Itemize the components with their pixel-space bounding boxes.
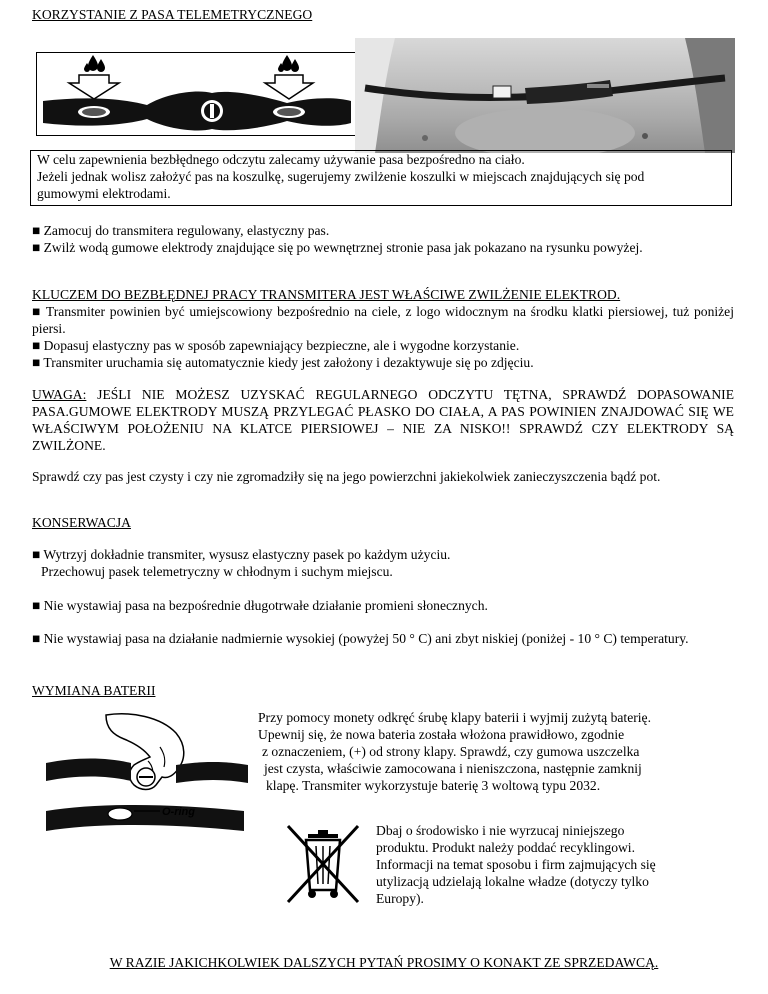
torso-drawing bbox=[355, 38, 735, 153]
list-item: ■ Transmiter powinien być umiejscowiony bezpośrednio na ciele, z logo widocznym na środku klatki piersiowej, tuż poniżej piersi. bbox=[32, 304, 734, 336]
strap-illustration bbox=[36, 52, 356, 136]
list-item: Przechowuj pasek telemetryczny w chłodnym i suchym miejscu. bbox=[41, 564, 393, 579]
chest-strap-photo bbox=[355, 38, 735, 153]
section-heading: KONSERWACJA bbox=[32, 515, 131, 530]
page-title: KORZYSTANIE Z PASA TELEMETRYCZNEGO bbox=[32, 7, 313, 22]
list-item: ■ Nie wystawiaj pasa na działanie nadmiernie wysokiej (powyżej 50 ° C) ani zbyt niskiej (poniżej - 10 ° C) temperatury. bbox=[32, 631, 689, 646]
info-line: gumowymi elektrodami. bbox=[37, 186, 171, 201]
text-line: jest czysta, właściwie zamocowana i nieniszczona, następnie zamknij bbox=[264, 761, 642, 776]
text-line: produktu. Produkt należy poddać recyklingowi. bbox=[376, 840, 635, 855]
text-line: Upewnij się, że nowa bateria została włożona prawidłowo, zgodnie bbox=[258, 727, 625, 742]
down-arrow-icon bbox=[69, 75, 119, 99]
oring-label: O-ring bbox=[162, 806, 195, 818]
maintenance-item bbox=[32, 546, 734, 580]
key-section bbox=[32, 286, 734, 371]
recycling-note bbox=[376, 822, 726, 907]
list-item: ■ Transmiter uruchamia się automatycznie kiedy jest założony i dezaktywuje się po zdjęciu. bbox=[32, 355, 534, 370]
crossed-bin-icon bbox=[278, 820, 368, 908]
list-item: ■ Dopasuj elastyczny pas w sposób zapewniający bezpieczne, ale i wygodne korzystanie. bbox=[32, 338, 520, 353]
steps-list bbox=[32, 222, 734, 256]
battery-illustration bbox=[36, 707, 254, 861]
warning-label: UWAGA: bbox=[32, 387, 87, 402]
text-line: klapę. Transmiter wykorzystuje baterię 3 woltową typu 2032. bbox=[266, 778, 601, 793]
section-heading: WYMIANA BATERII bbox=[32, 683, 156, 698]
text-line: Przy pomocy monety odkręć śrubę klapy baterii i wyjmij zużytą baterię. bbox=[258, 710, 651, 725]
text-line: z oznaczeniem, (+) od strony klapy. Sprawdź, czy gumowa uszczelka bbox=[262, 744, 640, 759]
info-box bbox=[30, 150, 732, 206]
clean-note: Sprawdź czy pas jest czysty i czy nie zgromadziły się na jego powierzchni jakiekolwiek zanieczyszczenia bądź pot. bbox=[32, 469, 661, 484]
section-heading: KLUCZEM DO BEZBŁĘDNEJ PRACY TRANSMITERA JEST WŁAŚCIWE ZWILŻENIE ELEKTROD. bbox=[32, 287, 621, 302]
text-line: Dbaj o środowisko i nie wyrzucaj niniejszego bbox=[376, 823, 625, 838]
strap-drawing bbox=[37, 53, 355, 135]
text-line: Europy). bbox=[376, 891, 424, 906]
warning-text: JEŚLI NIE MOŻESZ UZYSKAĆ REGULARNEGO ODCZYTU TĘTNA, SPRAWDŹ DOPASOWANIE PASA.GUMOWE ELEKTRODY MUSZĄ PRZYLEGAĆ PŁASKO DO CIAŁA, A PAS POWINIEN ZNAJDOWAĆ SIĘ WE WŁAŚCIWYM POŁOŻENIU NA KLATCE PIERSIOWEJ – NIE ZA NISKO!! SPRAWDŹ CZY ELEKTRODY SĄ ZWILŻONE. bbox=[32, 387, 734, 453]
weee-symbol bbox=[278, 820, 368, 908]
list-item: ■ Zwilż wodą gumowe elektrody znajdujące się po wewnętrznej stronie pasa jak pokazano na rysunku powyżej. bbox=[32, 240, 643, 255]
list-item: ■ Nie wystawiaj pasa na bezpośrednie długotrwałe działanie promieni słonecznych. bbox=[32, 598, 488, 613]
water-drops-icon bbox=[278, 55, 299, 72]
warning-paragraph bbox=[32, 386, 734, 454]
info-line: Jeżeli jednak wolisz założyć pas na koszulkę, sugerujemy zwilżenie koszulki w miejscach znajdujących się pod bbox=[37, 169, 645, 184]
text-line: Informacji na temat sposobu i firm zajmujących się bbox=[376, 857, 656, 872]
list-item: ■ Wytrzyj dokładnie transmiter, wysusz elastyczny pasek po każdym użyciu. bbox=[32, 547, 451, 562]
water-drops-icon bbox=[84, 55, 105, 72]
text-line: utylizacją udzielają lokalne władze (dotyczy tylko bbox=[376, 874, 649, 889]
info-line: W celu zapewnienia bezbłędnego odczytu zalecamy używanie pasa bezpośredno na ciało. bbox=[37, 152, 525, 167]
down-arrow-icon bbox=[265, 75, 313, 99]
battery-instructions bbox=[258, 709, 728, 794]
footer-contact: W RAZIE JAKICHKOLWIEK DALSZYCH PYTAŃ PROSIMY O KONAKT ZE SPRZEDAWCĄ. bbox=[109, 955, 659, 970]
list-item: ■ Zamocuj do transmitera regulowany, elastyczny pas. bbox=[32, 223, 330, 238]
battery-drawing bbox=[36, 707, 254, 861]
